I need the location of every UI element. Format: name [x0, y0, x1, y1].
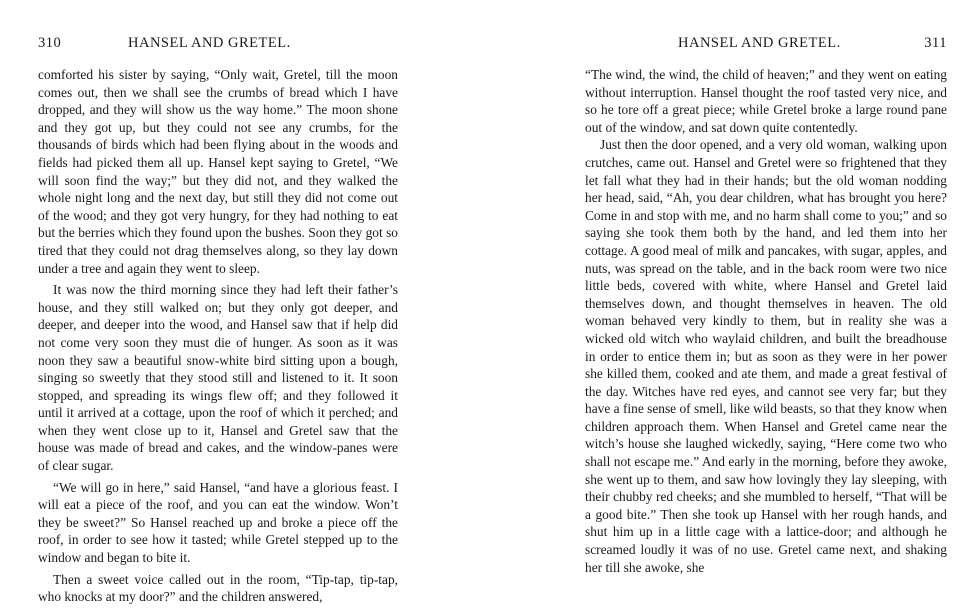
paragraph: It was now the third morning since they had left their father’s house, and they still walked on; but they only got deeper, and deeper, and deeper into the wood, and Hansel saw that if help did not come very soon they must die of hunger. As soon as it was noon they saw a beautiful snow-white bird sitting upon a bough, singing so sweetly that they stood still and listened to it. It soon stopped, and spreading its wings flew off; and they followed it until it arrived at a cottage, upon the roof of which it perched; and when they went close up to it, Hansel and Gretel saw that the house was made of bread and cakes, and the window-panes were of clear sugar. [38, 282, 398, 474]
page-number: 310 [38, 35, 62, 51]
page-number: 311 [924, 35, 947, 51]
right-page-text [585, 66, 947, 576]
paragraph: “The wind, the wind, the child of heaven;” and they went on eating without interruption. Hansel thought the roof tasted very nice, and so he tore off a great piece; while Gretel broke a large round pane out of the window, and sat down quite contentedly. [585, 67, 947, 135]
running-title: HANSEL AND GRETEL. [128, 35, 291, 51]
right-page [585, 0, 947, 609]
left-page [38, 0, 398, 609]
left-page-text [38, 66, 398, 606]
paragraph: comforted his sister by saying, “Only wait, Gretel, till the moon comes out, then we shall see the crumbs of bread which I have dropped, and they will show us the way home.” The moon shone and they got up, but they could not see any crumbs, for the thousands of birds which had been flying about in the woods and fields had picked them all up. Hansel kept saying to Gretel, “We will soon find the way;” but they did not, and they walked the whole night long and the next day, but still they did not come out of the wood; and they got very hungry, for they had nothing to eat but the berries which they found upon the bushes. Soon they got so tired that they could not drag themselves along, so they lay down under a tree and again they went to sleep. [38, 67, 398, 276]
paragraph: “We will go in here,” said Hansel, “and have a glorious feast. I will eat a piece of the roof, and you can eat the window. Won’t they be sweet?” So Hansel reached up and broke a piece off the roof, in order to see how it tasted; while Gretel stepped up to the window and began to bite it. [38, 479, 398, 566]
paragraph: Then a sweet voice called out in the room, “Tip-tap, tip-tap, who knocks at my door?” and the children answered, [38, 571, 398, 605]
paragraph: Just then the door opened, and a very old woman, walking upon crutches, came out. Hansel and Gretel were so frightened that they let fall what they had in their hands; but the old woman nodding her head, said, “Ah, you dear children, what has brought you here? Come in and stop with me, and no harm shall come to you;” and so saying she took them both by the hand, and led them into her cottage. A good meal of milk and pancakes, with sugar, apples, and nuts, was spread on the table, and in the back room were two nice little beds, covered with white, where Hansel and Gretel laid themselves down, and thought themselves in heaven. The old woman behaved very kindly to them, but in reality she was a wicked old witch who waylaid children, and built the breadhouse in order to entice them in; but as soon as they were in her power she killed them, cooked and ate them, and made a great festival of the day. Witches have red eyes, and cannot see very far; but they have a fine sense of smell, like wild beasts, so that they know when children approach them. When Hansel and Gretel came near the witch’s house she laughed wickedly, saying, “Here come two who shall not escape me.” And early in the morning, before they awoke, she went up to them, and saw how lovingly they lay sleeping, with their chubby red cheeks; and she mumbled to herself, “That will be a good bite.” Then she took up Hansel with her rough hands, and shut him up in a little cage with a lattice-door; and although he screamed loudly it was of no use. Gretel came next, and shaking her till she awoke, she [585, 137, 947, 575]
running-title: HANSEL AND GRETEL. [678, 35, 841, 51]
